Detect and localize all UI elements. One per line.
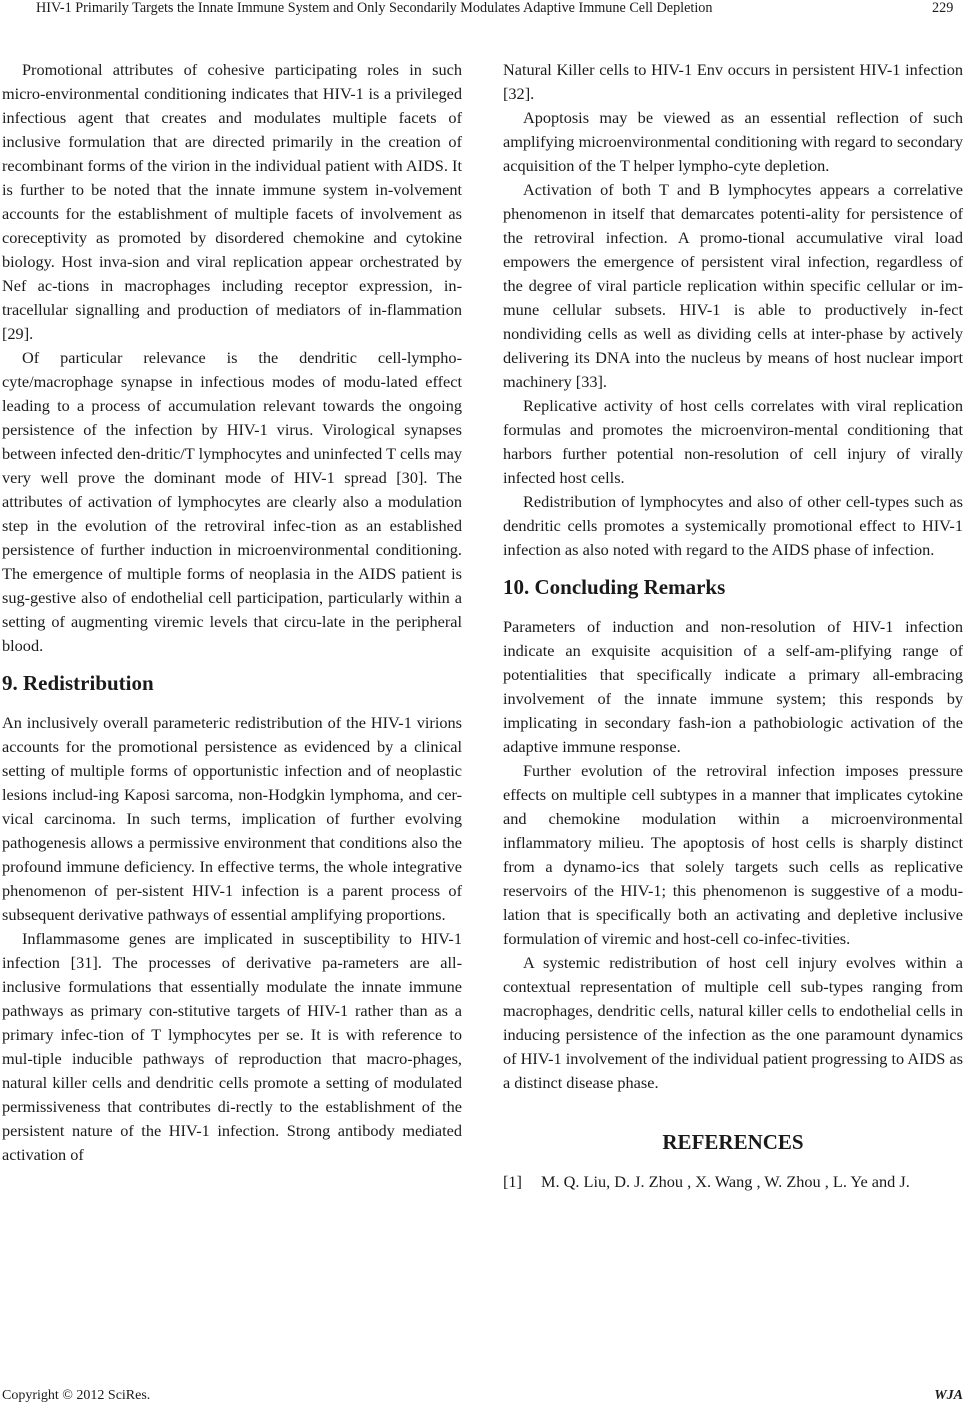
- running-title: HIV-1 Primarily Targets the Innate Immune System and Only Secondarily Modulates Adaptive Immune Cell Depletion: [36, 0, 713, 16]
- reference-text: M. Q. Liu, D. J. Zhou , X. Wang , W. Zhou , L. Ye and J.: [541, 1172, 910, 1191]
- paragraph: Redistribution of lymphocytes and also of other cell-types such as dendritic cells promotes a systemically promotional effect to HIV-1 infection as also noted with regard to the AIDS phase of infection.: [503, 492, 963, 559]
- section-heading-redistribution: 9. Redistribution: [2, 671, 154, 695]
- paragraph: Activation of both T and B lymphocytes appears a correlative phenomenon in itself that demarcates potenti-ality for persistence of the retroviral infection. A promo-tional accumulative viral load empowers the emergence of persistent viral infection, regardless of the degree of viral particle replication within specific cellular or im-mune cellular subsets. HIV-1 is able to productively in-fect nondividing cells as well as dividing cells at inter-phase by actively delivering its DNA into the nucleus by means of host nuclear import machinery [33].: [503, 180, 963, 391]
- page-number: 229: [932, 0, 954, 16]
- reference-item: [503, 1170, 963, 1194]
- paragraph: Inflammasome genes are implicated in susceptibility to HIV-1 infection [31]. The processes of derivative pa-rameters are all-inclusive formulations that essentially modulate the innate immune pathways as primary con-stitutive targets of HIV-1 rather than as a primary infec-tion of T lymphocytes per se. It is with reference to mul-tiple inducible pathways of reproduction that macro-phages, natural killer cells and dendritic cells promote a setting of modulated permissiveness that contributes di-rectly to the establishment of the persistent nature of the HIV-1 infection. Strong antibody mediated activation of: [2, 929, 462, 1164]
- copyright-notice: Copyright © 2012 SciRes.: [2, 1388, 151, 1403]
- paragraph: Replicative activity of host cells correlates with viral replication formulas and promotes the microenviron-mental conditioning that harbors further potential non-resolution of cell injury of virally infected host cells.: [503, 396, 963, 487]
- paragraph: Further evolution of the retroviral infection imposes pressure effects on multiple cell subtypes in a manner that implicates cytokine and chemokine modulation within a microenvironmental inflammatory milieu. The apoptosis of host cells is sharply distinct from a dynamo-ics that solely targets such cells as replicative reservoirs of the HIV-1; this phenomenon is suggestive of a modu-lation that is specifically both an activating and depletive inclusive formulation of viremic and host-cell co-infec-tivities.: [503, 761, 963, 948]
- paragraph: An inclusively overall parameteric redistribution of the HIV-1 virions accounts for the promotional persistence as evidenced by a clinical setting of multiple forms of opportunistic infection and of neoplastic lesions includ-ing Kaposi sarcoma, non-Hodgkin lymphoma, and cer-vical carcinoma. In such terms, implication of further evolving pathogenesis allows a permissive environment that conditions also the profound immune deficiency. In effective terms, the whole integrative phenomenon of per-sistent HIV-1 infection is a parent process of subsequent derivative pathways of essential amplifying proportions.: [2, 713, 462, 924]
- paragraph: Of particular relevance is the dendritic cell-lympho-cyte/macrophage synapse in infectious modes of modu-lated effect leading to a process of accumulation relevant towards the ongoing persistence of the infection by HIV-1 virus. Virological synapses between infected den-dritic/T lymphocytes and uninfected T cells may very well prove the dominant mode of HIV-1 spread [30]. The attributes of activation of lymphocytes are clearly also a modulation step in the evolution of the retroviral infec-tion as an established persistence of further induction in microenvironmental conditioning. The emergence of multiple forms of neoplasia in the AIDS patient is sug-gestive also of endothelial cell participation, particularly within a setting of augmenting viremic levels that circu-late in the peripheral blood.: [2, 348, 462, 655]
- reference-number: [1]: [503, 1172, 522, 1191]
- journal-abbreviation: WJA: [934, 1388, 963, 1403]
- right-column: [503, 58, 963, 1194]
- paragraph: Promotional attributes of cohesive participating roles in such micro-environmental conditioning indicates that HIV-1 is a privileged infectious agent that creates and modulates multiple facets of inclusive formulation that are directed primarily in the creation of recombinant forms of the virion in the individual patient with AIDS. It is further to be noted that the innate immune system in-volvement accounts for the establishment of multiple facets of involvement as coreceptivity as promoted by disordered chemokine and cytokine biology. Host inva-sion and viral replication appear orchestrated by Nef ac-tions in macrophages including receptor expression, in-tracellular signalling and production of mediators of in-flammation [29].: [2, 60, 462, 343]
- running-header: [0, 0, 967, 40]
- references-heading: REFERENCES: [662, 1130, 804, 1154]
- paragraph: Apoptosis may be viewed as an essential reflection of such amplifying microenvironmental conditioning with regard to secondary acquisition of the T helper lympho-cyte depletion.: [503, 108, 963, 175]
- page-footer: [0, 1386, 967, 1410]
- paragraph-continuation: Natural Killer cells to HIV-1 Env occurs in persistent HIV-1 infection [32].: [503, 60, 963, 103]
- section-heading-concluding-remarks: 10. Concluding Remarks: [503, 575, 726, 599]
- left-column: [2, 58, 462, 1167]
- paragraph: Parameters of induction and non-resolution of HIV-1 infection indicate an exquisite acquisition of a self-am-plifying range of potentialities that specifically indicate a primary all-embracing involvement of the innate immune system; this responds by implicating in secondary fash-ion a pathobiologic activation of the adaptive immune response.: [503, 617, 963, 756]
- paragraph: A systemic redistribution of host cell injury evolves within a contextual representation of multiple cell sub-types ranging from macrophages, dendritic cells, natural killer cells to endothelial cells in inducing persistence of the infection as the one paramount dynamics of HIV-1 involvement of the individual patient progressing to AIDS as a distinct disease phase.: [503, 953, 963, 1092]
